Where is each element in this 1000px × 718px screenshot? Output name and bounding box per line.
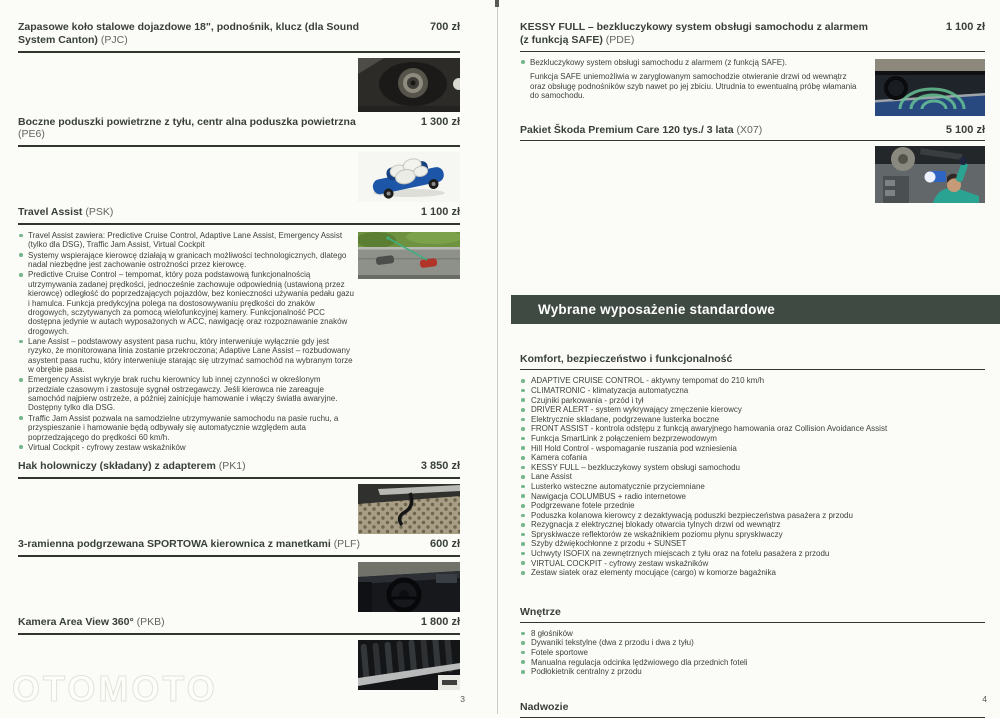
option-code: (PE6) bbox=[18, 128, 45, 141]
feature-item: Virtual Cockpit - cyfrowy zestaw wskaźników bbox=[18, 443, 354, 452]
option-title-text: Kamera Area View 360° bbox=[18, 615, 134, 628]
option-code: (PK1) bbox=[218, 460, 246, 473]
feature-item: Podłokietnik centralny z przodu bbox=[520, 667, 985, 677]
feature-item: Zestaw siatek oraz elementy mocujące (cargo) w komorze bagażnika bbox=[520, 568, 985, 578]
option-price: 1 100 zł bbox=[945, 21, 985, 33]
feature-item: Predictive Cruise Control – tempomat, który poza podstawową funkcjonalnością utrzymywania zadanej prędkości, jednocześnie zachowuje odpowiednią (ustawioną przez kierowcę) odległość do poprzedzających pojazdów, bez konieczności używania pedału gazu i hamulca. Funkcja predykcyjna polega na dostosowywaniu prędkości do znaków drogowych, sczytywanych za pomocą wielofunkcyjnej kamery. Funkcjonalność PCC dostępna jedynie w autach wyposażonych w ACC, nawigację oraz rozpoznawanie znaków drogowych. bbox=[18, 270, 354, 336]
option-title-text: 3-ramienna podgrzewana SPORTOWA kierownica z manetkami bbox=[18, 538, 331, 551]
standard-equipment-banner: Wybrane wyposażenie standardowe bbox=[511, 295, 1000, 324]
option-price: 1 300 zł bbox=[420, 115, 460, 128]
option-price: 1 100 zł bbox=[420, 206, 460, 219]
mechanic-photo bbox=[875, 146, 985, 203]
kessy-feature-list bbox=[520, 58, 865, 67]
option-row-side-airbags bbox=[18, 116, 460, 207]
feature-item: Elektrycznie składane, podgrzewane lusterka boczne bbox=[520, 415, 985, 425]
option-price: 5 100 zł bbox=[945, 123, 985, 136]
option-code: (PJC) bbox=[100, 33, 128, 46]
section-heading-komfort: Komfort, bezpieczeństwo i funkcjonalność bbox=[520, 353, 733, 366]
option-price: 1 800 zł bbox=[420, 615, 460, 628]
tow-hook-photo bbox=[358, 484, 460, 534]
catalog-page-right bbox=[497, 0, 1000, 714]
feature-item: Spryskiwacze reflektorów ze wskaźnikiem poziomu płynu spryskiwaczy bbox=[520, 530, 985, 540]
otomoto-watermark: OTOMOTO bbox=[12, 668, 218, 709]
feature-item: Emergency Assist wykryje brak ruchu kierownicy lub innej czynności w określonym przedziale czasowym i zastosuje sygnał ostrzegawczy. Jeśli kierowca nie zareaguje samochód najpierw ostrzeże, a później zainicjuje hamowanie i włączy światła awaryjne. Dostępny tylko dla DSG. bbox=[18, 375, 354, 412]
feature-item: ADAPTIVE CRUISE CONTROL - aktywny tempomat do 210 km/h bbox=[520, 376, 985, 386]
feature-item: Bezkluczykowy system obsługi samochodu z alarmem (z funkcją SAFE). bbox=[520, 58, 865, 67]
steering-wheel-photo bbox=[358, 562, 460, 612]
grille-photo bbox=[358, 640, 460, 690]
feature-item: KESSY FULL – bezkluczykowy system obsługi samochodu bbox=[520, 463, 985, 473]
travel-assist-feature-list bbox=[18, 231, 354, 453]
feature-item: VIRTUAL COCKPIT - cyfrowy zestaw wskaźników bbox=[520, 559, 985, 569]
option-title bbox=[18, 21, 366, 47]
kessy-photo bbox=[875, 59, 985, 116]
option-row-spare-wheel bbox=[18, 21, 460, 116]
feature-item: CLIMATRONIC - klimatyzacja automatyczna bbox=[520, 386, 985, 396]
option-price: 3 850 zł bbox=[420, 460, 460, 473]
feature-item: Lane Assist bbox=[520, 472, 985, 482]
feature-item: Czujniki parkowania - przód i tył bbox=[520, 396, 985, 406]
option-row-tow-hook bbox=[18, 460, 460, 538]
feature-item: DRIVER ALERT - system wykrywający zmęczenie kierowcy bbox=[520, 405, 985, 415]
feature-item: Rezygnacja z elektrycznej blokady otwarcia tylnych drzwi od wewnątrz bbox=[520, 520, 985, 530]
option-code: (PDE) bbox=[605, 33, 635, 46]
option-title bbox=[18, 616, 165, 629]
option-title bbox=[18, 460, 246, 473]
feature-item: Podgrzewane fotele przednie bbox=[520, 501, 985, 511]
feature-item: Szyby dźwiękochłonne z przodu + SUNSET bbox=[520, 539, 985, 549]
feature-item: Manualna regulacja odcinka lędźwiowego dla przednich foteli bbox=[520, 658, 985, 668]
feature-item: Lane Assist – podstawowy asystent pasa ruchu, który interweniuje wyłącznie gdy jest ryzyko, że monitorowana linia zostanie przekroczona; Adaptive Lane Assist – rozbudowany asystent pasa ruchu, który interweniuje starając się utrzymać samochód na wybranym torze w obrębie pasa. bbox=[18, 337, 354, 374]
option-title bbox=[18, 206, 113, 219]
divider-line bbox=[520, 622, 985, 623]
feature-item: Kamera cofania bbox=[520, 453, 985, 463]
option-price: 600 zł bbox=[430, 538, 460, 551]
feature-item: 8 głośników bbox=[520, 629, 985, 639]
divider-line bbox=[520, 369, 985, 370]
feature-item: Uchwyty ISOFIX na zewnętrznych miejscach z tyłu oraz na fotelu pasażera z przodu bbox=[520, 549, 985, 559]
option-row-travel-assist bbox=[18, 206, 460, 453]
option-title-text: Zapasowe koło stalowe dojazdowe 18", podnośnik, klucz (dla Sound System Canton) bbox=[18, 21, 360, 46]
feature-item: Traffic Jam Assist pozwala na samodzielne utrzymywanie samochodu na pasie ruchu, a przyspieszanie i hamowanie będą odbywały się automatycznie względem auta poprzedzającego do prędkości 60 km/h. bbox=[18, 414, 354, 442]
feature-item: Nawigacja COLUMBUS + radio internetowe bbox=[520, 492, 985, 502]
option-title bbox=[18, 538, 360, 551]
option-title-text: Boczne poduszki powietrzne z tyłu, centr alna poduszka powietrzna bbox=[18, 115, 356, 128]
page-number: 3 bbox=[460, 694, 465, 704]
feature-item: Hill Hold Control - wspomaganie ruszania pod wzniesienia bbox=[520, 444, 985, 454]
option-code: (PSK) bbox=[85, 206, 114, 219]
option-title bbox=[520, 124, 762, 137]
airbag-car-photo bbox=[358, 152, 460, 202]
option-code: (PKB) bbox=[136, 615, 165, 628]
feature-item: Travel Assist zawiera: Predictive Cruise Control, Adaptive Lane Assist, Emergency Assist (tylko dla DSG), Traffic Jam Assist, Virtual Cockpit bbox=[18, 231, 354, 250]
catalog-page-left bbox=[0, 0, 497, 714]
option-row-kessy-full bbox=[520, 21, 985, 116]
option-code: (X07) bbox=[736, 123, 763, 136]
option-code: (PLF) bbox=[333, 538, 360, 551]
option-title-text: Hak holowniczy (składany) z adapterem bbox=[18, 460, 216, 473]
option-row-sport-steering-wheel bbox=[18, 538, 460, 616]
feature-item: Lusterko wsteczne automatycznie przyciemniane bbox=[520, 482, 985, 492]
feature-item: Fotele sportowe bbox=[520, 648, 985, 658]
feature-item: FRONT ASSIST - kontrola odstępu z funkcją awaryjnego hamowania oraz Collision Avoidance Assist bbox=[520, 424, 985, 434]
feature-item: Dywaniki tekstylne (dwa z przodu i dwa z tyłu) bbox=[520, 638, 985, 648]
option-title-text: Pakiet Škoda Premium Care 120 tys./ 3 lata bbox=[520, 123, 734, 136]
option-title-text: KESSY FULL – bezkluczykowy system obsługi samochodu z alarmem (z funkcją SAFE) bbox=[520, 21, 868, 46]
option-row-premium-care bbox=[520, 124, 985, 208]
feature-item: Poduszka kolanowa kierowcy z dezaktywacją poduszki bezpieczeństwa pasażera z przodu bbox=[520, 511, 985, 521]
wnetrze-feature-list bbox=[520, 629, 985, 677]
komfort-feature-list bbox=[520, 376, 985, 577]
option-title-text: Travel Assist bbox=[18, 206, 83, 219]
feature-item: Systemy wspierające kierowcę działają w granicach możliwości technologicznych, dlatego nadal niezbędne jest zachowanie ostrożności przez kierowcę. bbox=[18, 251, 354, 270]
page-number: 4 bbox=[982, 694, 987, 704]
kessy-safe-note: Funkcja SAFE uniemożliwia w zaryglowanym samochodzie otwieranie drzwi od wewnątrz oraz obsługę podnośników szyb nawet po jej zbiciu. Utrudnia to ewentualną próbę włamania do samochodu. bbox=[530, 71, 857, 101]
option-title bbox=[520, 21, 872, 47]
feature-item: Funkcja SmartLink z połączeniem bezprzewodowym bbox=[520, 434, 985, 444]
section-heading-nadwozie: Nadwozie bbox=[520, 700, 569, 713]
option-price: 700 zł bbox=[430, 21, 460, 33]
section-heading-wnetrze: Wnętrze bbox=[520, 605, 561, 618]
option-title bbox=[18, 116, 366, 142]
spare-wheel-photo bbox=[358, 58, 460, 112]
road-aerial-photo bbox=[358, 232, 460, 279]
